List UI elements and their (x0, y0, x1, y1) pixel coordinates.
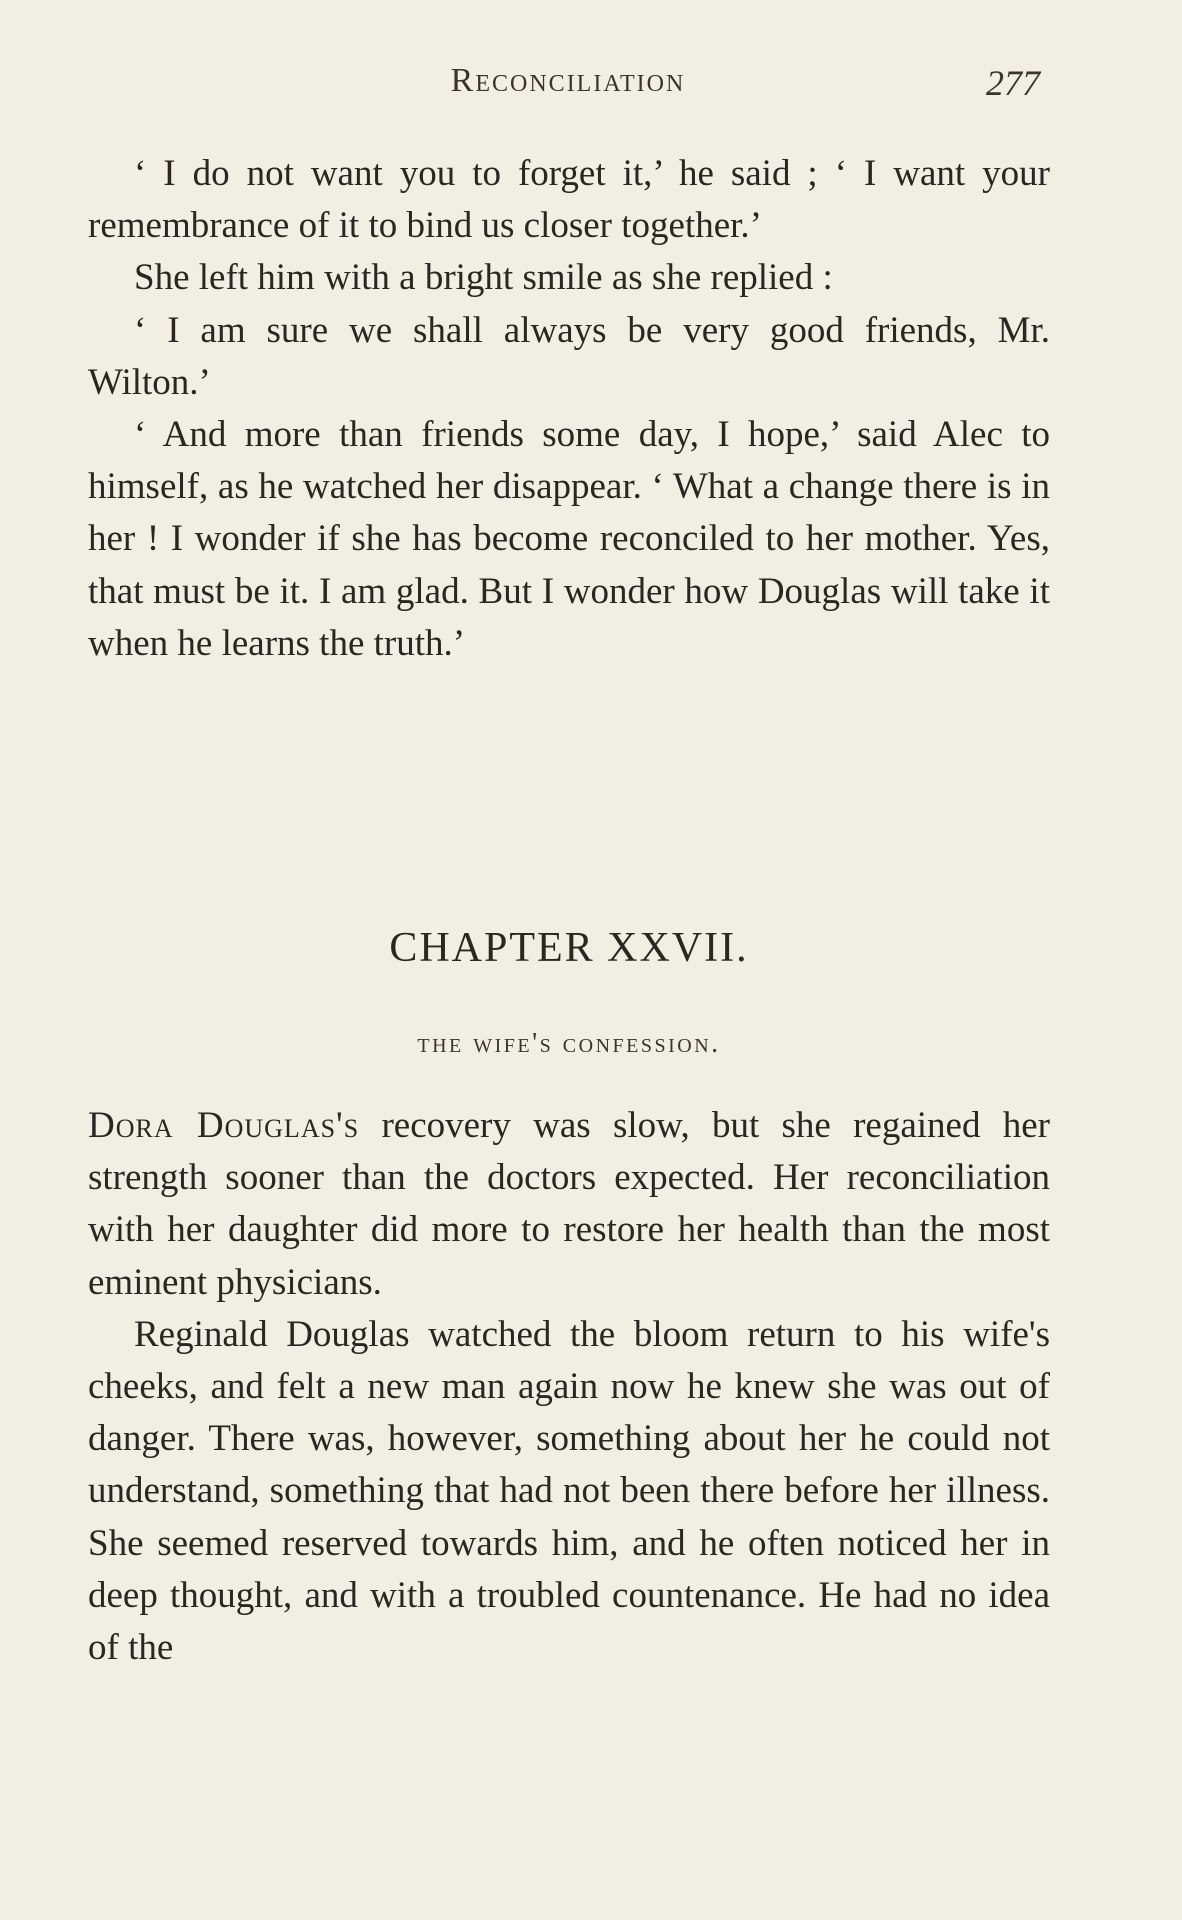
chapter-text-block (88, 1100, 1050, 1674)
chapter-subtitle: the wife's confession. (417, 1028, 721, 1059)
paragraph: ‘ I do not want you to forget it,’ he said ; ‘ I want your remembrance of it to bind us closer together.’ (88, 153, 1050, 247)
paragraph: She left him with a bright smile as she replied : (134, 257, 833, 299)
opening-small-caps: Dora Douglas's (88, 1105, 360, 1146)
chapter-heading: CHAPTER XXVII. (389, 925, 749, 971)
running-head (88, 62, 1048, 122)
opening-paragraph-text: recovery was slow, but she regained her strength sooner than the doctors expected. Her reconciliation with her daughter did more to restore her health than the most eminent physicians. (88, 1105, 1050, 1303)
paragraph: ‘ And more than friends some day, I hope,’ said Alec to himself, as he watched her disappear. ‘ What a change there is in her ! I wonder if she has become reconciled to her mother. Yes, that must be it. I am glad. But I wonder how Douglas will take it when he learns the truth.’ (88, 414, 1050, 664)
running-title: Reconciliation (450, 62, 686, 99)
paragraph: ‘ I am sure we shall always be very good friends, Mr. Wilton.’ (88, 309, 1050, 403)
page-number: 277 (986, 63, 1040, 103)
opening-paragraph (88, 1100, 1050, 1309)
top-text-block (88, 148, 1050, 670)
paragraph: Reginald Douglas watched the bloom return to his wife's cheeks, and felt a new man again now he knew she was out of danger. There was, however, something about her he could not understand, something that had not been there before her illness. She seemed reserved towards him, and he often noticed her in deep thought, and with a troubled countenance. He had no idea of the (88, 1313, 1050, 1669)
